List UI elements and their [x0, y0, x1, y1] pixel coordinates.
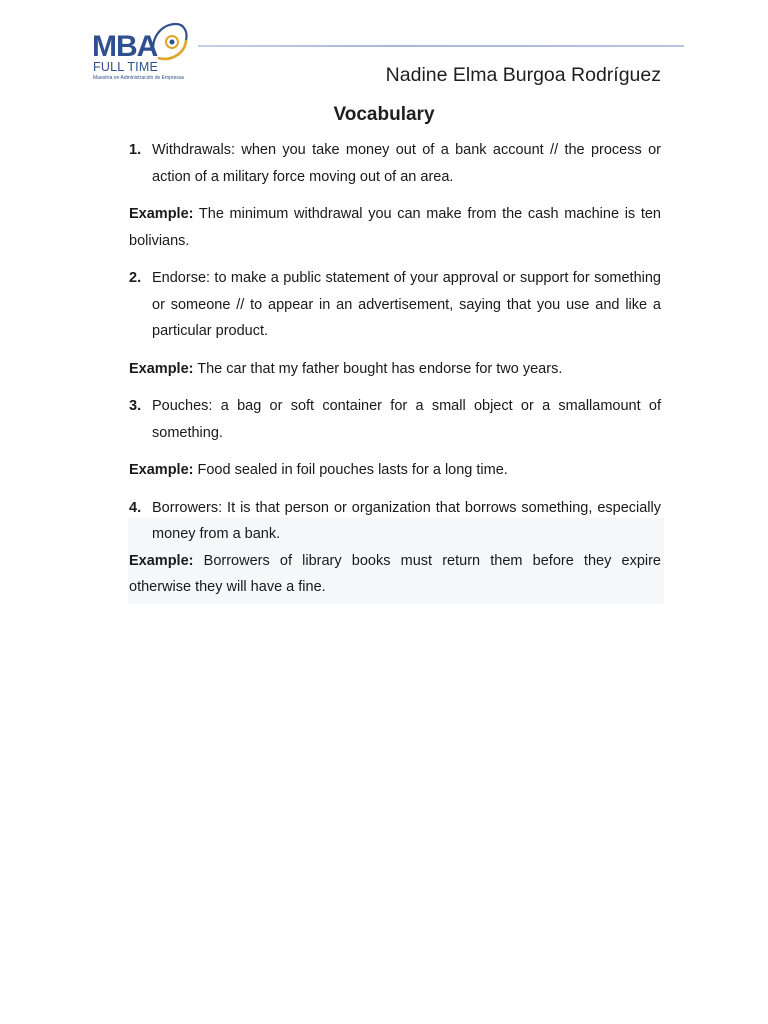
logo-fulltime-text: FULL TIME — [93, 60, 159, 74]
document-title: Vocabulary — [333, 104, 435, 125]
item-number: 2. — [129, 270, 142, 286]
example-1 — [129, 201, 661, 254]
example-3 — [129, 457, 661, 484]
logo-tagline-text: Maestría en Administración de Empresas — [93, 75, 185, 81]
logo-swirl-icon — [148, 18, 190, 66]
example-text: Borrowers of library books must return them before they expire otherwise they will have a fine. — [129, 552, 661, 595]
vocab-item-2 — [129, 265, 661, 345]
item-number: 4. — [129, 499, 142, 516]
logo-mba-text: MBA — [92, 30, 158, 63]
example-label: Example: — [129, 360, 194, 377]
example-label: Example: — [129, 462, 194, 478]
vocab-item-1 — [129, 137, 661, 190]
example-text: The minimum withdrawal you can make from the cash machine is ten bolivians. — [129, 206, 661, 249]
author-name: Nadine Elma Burgoa Rodríguez — [385, 64, 661, 86]
item-number: 3. — [129, 398, 142, 414]
vocab-item-4 — [129, 495, 661, 548]
item-number: 1. — [129, 142, 142, 158]
example-text: The car that my father bought has endorse for two years. — [193, 360, 563, 377]
mba-logo — [92, 18, 192, 84]
item-definition: Withdrawals: when you take money out of a bank account // the process or action of a military force moving out of an area. — [152, 142, 661, 185]
example-4 — [129, 548, 661, 601]
item-definition: Borrowers: It is that person or organization that borrows something, especially money from a bank. — [152, 499, 661, 542]
example-2 — [129, 356, 661, 383]
example-label: Example: — [129, 206, 194, 222]
example-label: Example: — [129, 552, 194, 569]
header-divider — [198, 45, 684, 47]
vocab-item-3 — [129, 393, 661, 446]
item-definition: Pouches: a bag or soft container for a small object or a smallamount of something. — [152, 398, 661, 441]
item-definition: Endorse: to make a public statement of your approval or support for something or someone // to appear in an advertisement, saying that you use and like a particular product. — [152, 270, 661, 339]
example-text: Food sealed in foil pouches lasts for a long time. — [193, 462, 508, 478]
vocabulary-list — [129, 137, 661, 612]
